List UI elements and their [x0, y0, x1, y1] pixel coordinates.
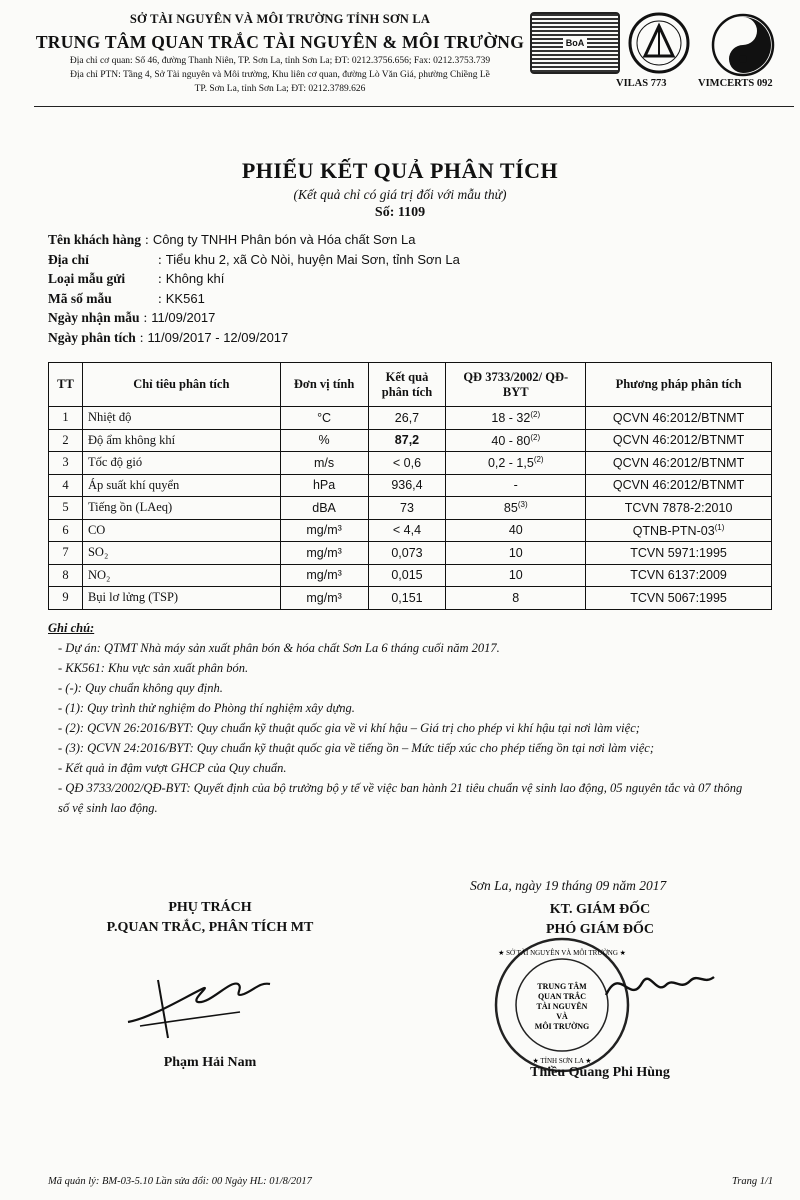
page-number: Trang 1/1	[732, 1176, 774, 1187]
cell-limit	[446, 564, 586, 587]
note-item: - (1): Quy trình thử nghiệm do Phòng thí nghiệm xây dựng.	[58, 701, 355, 715]
note-item: - (3): QCVN 24:2016/BYT: Quy chuẩn kỹ thuật quốc gia về tiếng ồn – Mức tiếp xúc cho phép tiếng ồn tại nơi làm việc;	[58, 741, 654, 755]
cell-parameter	[82, 542, 280, 565]
info-separator: :	[158, 290, 162, 306]
cell-method-value: TCVN 5067:1995	[630, 590, 727, 605]
cell-unit	[280, 542, 368, 565]
boa-logo-icon: BoA	[530, 12, 620, 74]
table-header-row	[49, 363, 772, 407]
header-result: Kết quả phân tích	[368, 363, 446, 407]
info-row-analysis-date	[48, 330, 768, 350]
cell-tt-value: 7	[62, 545, 69, 560]
cell-parameter-value: Độ ẩm không khí	[87, 432, 176, 447]
cell-unit-value: mg/m³	[306, 523, 342, 538]
info-separator: :	[145, 232, 149, 247]
results-table	[48, 362, 772, 610]
cell-parameter-value: CO	[87, 522, 106, 537]
cell-unit	[280, 587, 368, 610]
cell-method-value: TCVN 6137:2009	[630, 568, 727, 583]
table-row	[49, 497, 772, 520]
cell-tt-value: 1	[62, 410, 69, 425]
table-row	[49, 564, 772, 587]
letterhead	[0, 12, 800, 112]
form-code-footer: Mã quản lý: BM-03-5.10 Lần sửa đổi: 00 Ngày HL: 01/8/2017	[48, 1176, 312, 1187]
cell-limit	[446, 474, 586, 497]
header-parameter: Chỉ tiêu phân tích	[82, 363, 280, 407]
cell-limit-value: 85	[503, 501, 518, 516]
cell-parameter-value: Tiếng ồn (LAeq)	[87, 500, 173, 515]
cell-parameter	[82, 452, 280, 475]
letterhead-text	[0, 12, 560, 95]
cell-limit-value: 40 - 80	[491, 433, 531, 448]
cell-method-value: QCVN 46:2012/BTNMT	[612, 478, 745, 493]
info-separator: :	[158, 271, 162, 286]
document-subtitle: (Kết quả chỉ có giá trị đối với mẫu thử)	[293, 187, 507, 202]
cell-limit-value: 10	[508, 568, 523, 583]
info-separator: :	[158, 251, 162, 267]
cell-tt	[49, 519, 83, 542]
cell-parameter	[82, 564, 280, 587]
cell-method-value: QCVN 46:2012/BTNMT	[612, 455, 745, 470]
cell-method-value: QCVN 46:2012/BTNMT	[612, 410, 745, 425]
cell-tt-value: 6	[62, 522, 69, 537]
cell-limit	[446, 542, 586, 565]
info-row-customer	[48, 232, 768, 252]
cell-limit	[446, 429, 586, 452]
cell-limit	[446, 587, 586, 610]
cell-method	[586, 497, 772, 520]
cell-unit-value: %	[318, 433, 330, 448]
cell-result-value: 73	[400, 500, 414, 515]
cell-tt	[49, 429, 83, 452]
info-row-address	[48, 252, 768, 272]
cell-tt-value: 3	[62, 455, 69, 470]
info-row-received-date	[48, 310, 768, 330]
cell-result-value: 0,073	[391, 545, 423, 560]
limit-footnote: (2)	[533, 455, 544, 465]
cell-limit	[446, 519, 586, 542]
limit-footnote: (2)	[530, 410, 541, 420]
cell-tt-value: 8	[62, 567, 69, 582]
cell-parameter	[82, 429, 280, 452]
lab-address-line-2: TP. Sơn La, tỉnh Sơn La; ĐT: 0212.3789.626	[194, 84, 366, 94]
cell-tt-value: 2	[62, 432, 69, 447]
cell-parameter	[82, 587, 280, 610]
limit-footnote: (3)	[517, 500, 528, 510]
cell-parameter-value: SO₂	[87, 545, 109, 560]
header-divider	[34, 106, 794, 107]
cell-method-value: QTNB-PTN-03	[632, 523, 715, 538]
cell-result	[368, 452, 446, 475]
info-label: Loại mẫu gửi	[48, 271, 126, 286]
department-name: SỞ TÀI NGUYÊN VÀ MÔI TRƯỜNG TỈNH SƠN LA	[129, 12, 431, 26]
cell-parameter-value: Tốc độ gió	[87, 455, 143, 470]
cell-method-value: TCVN 5971:1995	[630, 545, 727, 560]
document-title: PHIẾU KẾT QUẢ PHÂN TÍCH	[241, 158, 559, 183]
cell-parameter	[82, 497, 280, 520]
right-title-line1: KT. GIÁM ĐỐC	[549, 902, 651, 917]
svg-text:★ TỈNH SƠN LA ★: ★ TỈNH SƠN LA ★	[532, 1057, 592, 1065]
handwritten-signature-left	[120, 960, 300, 1040]
address-line: Địa chỉ cơ quan: Số 46, đường Thanh Niên, TP. Sơn La, tỉnh Sơn La; ĐT: 0212.3756.656; Fax: 0212.3753.739	[69, 56, 491, 66]
cell-unit-value: dBA	[312, 500, 336, 515]
cell-result-value: 87,2	[394, 433, 420, 448]
cell-result-value: 936,4	[391, 478, 423, 493]
cell-method	[586, 452, 772, 475]
cell-limit-value: 10	[508, 545, 523, 560]
cell-tt-value: 9	[62, 590, 69, 605]
vilas-caption: VILAS 773	[616, 78, 667, 89]
cell-unit	[280, 564, 368, 587]
header-tt: TT	[49, 363, 83, 407]
center-name: TRUNG TÂM QUAN TRẮC TÀI NGUYÊN & MÔI TRƯỜNG	[35, 32, 525, 52]
signing-date: Sơn La, ngày 19 tháng 09 năm 2017	[470, 878, 667, 893]
cell-unit-value: mg/m³	[306, 545, 342, 560]
cell-parameter-value: Nhiệt độ	[87, 410, 132, 425]
left-title-line2: P.QUAN TRẮC, PHÂN TÍCH MT	[106, 920, 314, 935]
cell-parameter	[82, 474, 280, 497]
cell-result-value: 26,7	[394, 410, 420, 425]
cell-parameter-value: Bụi lơ lửng (TSP)	[87, 590, 179, 605]
cell-result	[368, 587, 446, 610]
svg-text:TRUNG TÂM: TRUNG TÂM	[537, 982, 587, 991]
svg-text:★ SỞ TÀI NGUYÊN VÀ MÔI TRƯỜNG: ★ SỞ TÀI NGUYÊN VÀ MÔI TRƯỜNG ★	[498, 949, 626, 957]
info-value: 11/09/2017	[151, 310, 216, 325]
right-title-line2: PHÓ GIÁM ĐỐC	[545, 922, 655, 937]
lab-address-line: Địa chỉ PTN: Tầng 4, Sở Tài nguyên và Môi trường, Khu liên cơ quan, đường Lò Văn Giá, phường Chiềng Lề	[70, 70, 490, 80]
cell-parameter	[82, 407, 280, 430]
cell-unit	[280, 474, 368, 497]
cell-limit-value: 40	[508, 523, 523, 538]
notes-title: Ghi chú:	[48, 621, 95, 635]
cell-result-value: < 0,6	[392, 455, 422, 470]
cell-method	[586, 542, 772, 565]
note-item: - (-): Quy chuẩn không quy định.	[58, 681, 223, 695]
info-row-sample-type	[48, 271, 768, 291]
cell-limit-value: 0,2 - 1,5	[487, 456, 534, 471]
info-separator: :	[139, 329, 144, 345]
note-item: - Kết quả in đậm vượt GHCP của Quy chuẩn.	[58, 761, 287, 775]
sample-info	[48, 232, 768, 349]
info-label: Tên khách hàng	[48, 232, 142, 247]
cell-unit	[280, 452, 368, 475]
handwritten-signature-right	[600, 955, 720, 1015]
header-limit: QĐ 3733/2002/ QĐ-BYT	[446, 363, 586, 407]
cell-tt	[49, 587, 83, 610]
cell-tt	[49, 474, 83, 497]
info-label: Ngày phân tích	[48, 329, 136, 345]
svg-text:MÔI TRƯỜNG: MÔI TRƯỜNG	[534, 1022, 590, 1031]
cell-result	[368, 564, 446, 587]
cell-unit	[280, 497, 368, 520]
info-value: Không khí	[165, 271, 225, 286]
cell-unit-value: mg/m³	[306, 568, 342, 583]
cell-result	[368, 519, 446, 542]
cell-unit-value: °C	[317, 410, 332, 425]
cell-tt	[49, 564, 83, 587]
info-label: Ngày nhận mẫu	[48, 310, 140, 325]
accreditation-logos	[530, 12, 800, 112]
cell-result-value: 0,015	[391, 568, 423, 583]
note-item: - (2): QCVN 26:2016/BYT: Quy chuẩn kỹ thuật quốc gia về vi khí hậu – Giá trị cho phép vi khí hậu tại nơi làm việc;	[58, 721, 640, 735]
table-row	[49, 429, 772, 452]
vimcerts-caption: VIMCERTS 092	[698, 78, 773, 89]
info-row-sample-code	[48, 291, 768, 311]
method-footnote: (1)	[714, 522, 725, 532]
cell-method	[586, 587, 772, 610]
cell-unit	[280, 519, 368, 542]
cell-result-value: < 4,4	[392, 523, 422, 538]
info-value: Công ty TNHH Phân bón và Hóa chất Sơn La	[152, 232, 416, 247]
left-signatory-title	[80, 898, 340, 938]
cell-method	[586, 519, 772, 542]
cell-limit-value: 8	[512, 590, 520, 605]
svg-text:VÀ: VÀ	[556, 1012, 568, 1021]
cell-result	[368, 429, 446, 452]
cell-unit	[280, 407, 368, 430]
right-signatory-title	[480, 900, 720, 940]
cell-limit	[446, 407, 586, 430]
table-row	[49, 519, 772, 542]
cell-result	[368, 497, 446, 520]
cell-result-value: 0,151	[391, 590, 423, 605]
cell-limit	[446, 497, 586, 520]
cell-method-value: TCVN 7878-2:2010	[624, 500, 733, 515]
notes-section	[48, 618, 748, 818]
cell-tt-value: 4	[62, 477, 69, 492]
svg-text:TÀI NGUYÊN: TÀI NGUYÊN	[536, 1002, 588, 1011]
cell-limit-value: -	[513, 478, 518, 493]
info-value: KK561	[165, 290, 205, 306]
header-method: Phương pháp phân tích	[586, 363, 772, 407]
cell-result	[368, 542, 446, 565]
limit-footnote: (2)	[530, 432, 541, 442]
cell-method	[586, 429, 772, 452]
cell-limit-value: 18 - 32	[491, 411, 531, 426]
cell-tt	[49, 497, 83, 520]
info-separator: :	[143, 310, 148, 325]
cell-unit	[280, 429, 368, 452]
note-item: - Dự án: QTMT Nhà máy sản xuất phân bón & hóa chất Sơn La 6 tháng cuối năm 2017.	[58, 641, 500, 655]
left-signatory-name: Phạm Hải Nam	[163, 1055, 257, 1070]
table-row	[49, 407, 772, 430]
info-value: 11/09/2017 - 12/09/2017	[147, 329, 289, 345]
cell-method	[586, 474, 772, 497]
cell-parameter-value: Áp suất khí quyển	[87, 477, 180, 492]
note-item: - QĐ 3733/2002/QĐ-BYT: Quyết định của bộ trưởng bộ y tế về việc ban hành 21 tiêu chuẩn vệ sinh lao động, 05 nguyên tắc và 07 thông số vệ sinh lao động.	[58, 781, 743, 815]
cell-tt	[49, 542, 83, 565]
note-item: - KK561: Khu vực sản xuất phân bón.	[58, 661, 249, 675]
cell-method-value: QCVN 46:2012/BTNMT	[612, 433, 745, 448]
cell-result	[368, 474, 446, 497]
left-title-line1: PHỤ TRÁCH	[168, 900, 252, 915]
table-row	[49, 587, 772, 610]
cell-parameter	[82, 519, 280, 542]
table-row	[49, 452, 772, 475]
cell-tt-value: 5	[62, 500, 69, 515]
cell-unit-value: mg/m³	[306, 590, 342, 605]
document-number: Số: 1109	[374, 205, 426, 220]
header-unit: Đơn vị tính	[280, 363, 368, 407]
vimcerts-logo-icon	[710, 12, 776, 78]
cell-unit-value: hPa	[312, 478, 336, 493]
info-value: Tiểu khu 2, xã Cò Nòi, huyện Mai Sơn, tỉnh Sơn La	[165, 251, 460, 267]
right-signatory-name: Thiều Quang Phi Hùng	[530, 1065, 670, 1080]
cell-limit	[446, 452, 586, 475]
info-label: Mã số mẫu	[48, 290, 112, 306]
cell-parameter-value: NO₂	[87, 567, 111, 582]
cell-method	[586, 407, 772, 430]
cell-result	[368, 407, 446, 430]
table-row	[49, 542, 772, 565]
cell-method	[586, 564, 772, 587]
info-label: Địa chỉ	[48, 251, 89, 267]
vilas-triangle-logo-icon	[628, 12, 690, 74]
cell-unit-value: m/s	[314, 455, 335, 470]
results-body	[49, 407, 772, 610]
svg-text:QUAN TRẮC: QUAN TRẮC	[537, 992, 587, 1001]
table-row	[49, 474, 772, 497]
cell-tt	[49, 407, 83, 430]
cell-tt	[49, 452, 83, 475]
